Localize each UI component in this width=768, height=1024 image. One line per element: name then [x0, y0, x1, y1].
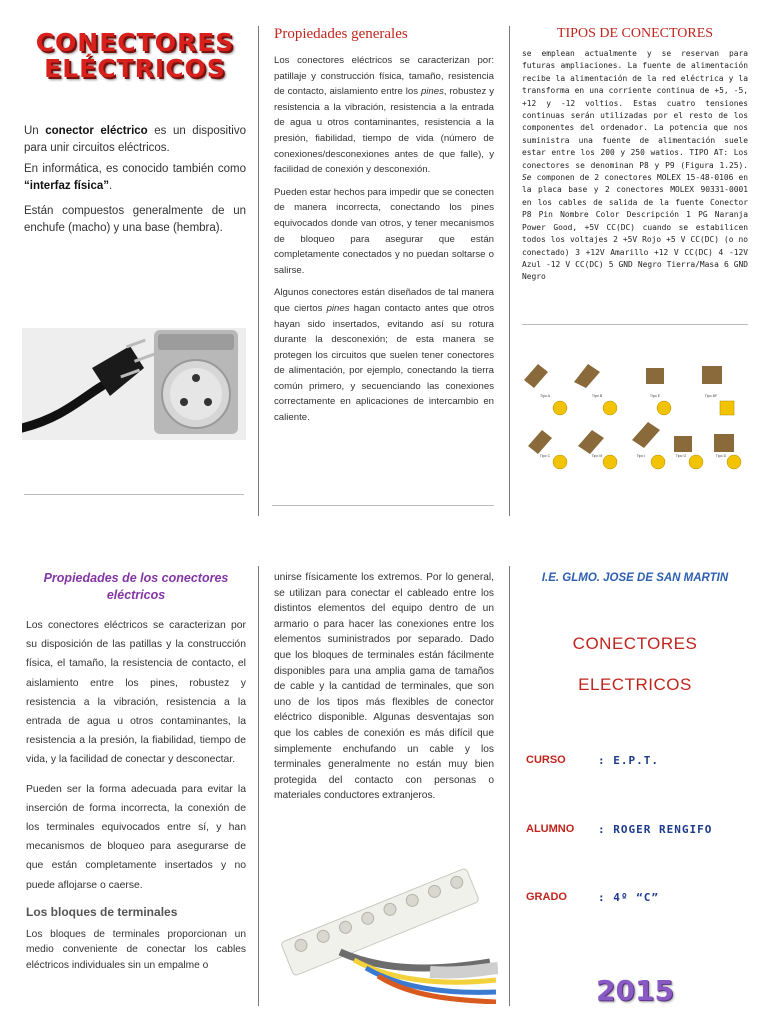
plug-types-image [514, 350, 750, 476]
terminal-blocks-paragraph: Los bloques de terminales proporcionan un medio conveniente de conectar los cables eléctricos individuales sin un empalme o [26, 928, 246, 972]
prevention-paragraph: Pueden estar hechos para impedir que se conecten de manera incorrecta, conectando los pines equivocados donde van otros, y tener mecanismos de bloqueo para asegurar que están completamente conectados y no puedan soltarse o salirse. [274, 186, 494, 276]
plug-type-label: Tipo A [539, 394, 551, 398]
panel-heading: TIPOS DE CONECTORES [556, 26, 714, 41]
subheading: Los bloques de terminales [26, 904, 178, 919]
plug-socket-image [22, 328, 246, 440]
grade-label: GRADO [526, 891, 567, 903]
composition-paragraph: Están compuestos generalmente de un enchufe (macho) y una base (hembra). [24, 205, 246, 234]
panel-connector-types [522, 26, 748, 284]
cover-title-line: ELECTRICOS [578, 675, 692, 694]
plug-type-label: Tipo B [591, 394, 603, 398]
column-divider [509, 26, 510, 516]
school-name: I.E. GLMO. JOSE DE SAN MARTIN [541, 572, 729, 584]
student-value: : ROGER RENGIFO [598, 823, 713, 836]
panel-divider [272, 505, 494, 506]
course-value: : E.P.T. [598, 754, 659, 767]
terminal-blocks-continued: unirse físicamente los extremos. Por lo general, se utilizan para conectar el cableado entre los distintos elementos del equipo dentro de un armario o para hacer las conexiones entre los elementos suministrados por separado. Dado que los bloques de terminales están fácilmente disponibles para una amplia gama de tamaños de cable y la cantidad de terminales, que son uno de los tipos más flexibles de conector eléctrico disponible. Algunas desventajas son que los cables de conexión es más difícil que simplemente enchufando un cable y los terminales generalmente no están muy bien protegida del contacto con personas o materiales conductores extranjeros. [274, 572, 494, 802]
plug-type-label: Tipo C [539, 454, 551, 458]
column-divider [258, 566, 259, 1006]
prevention-paragraph: Pueden ser la forma adecuada para evitar la inserción de forma incorrecta, la conexión de los terminales equivocados entre sí, y han mecanismos de bloqueo para asegurarse de que están completamente insertados y no puede aflojarse o caerse. [26, 783, 246, 891]
panel-cover [512, 566, 758, 1006]
panel-heading: Propiedades de los conectores eléctricos [43, 571, 229, 602]
grade-value: : 4º “C” [598, 891, 659, 904]
panel-general-properties [274, 26, 494, 433]
title-line: ELÉCTRICOS [44, 54, 226, 83]
panel-intro [24, 28, 246, 245]
properties-paragraph: Los conectores eléctricos se caracterizan por: patillaje y construcción física, tamaño, resistencia de contacto, aislamiento entre los pines, robustez y resistencia a la vibración, resistencia a la entrada de agua u otros contaminantes, resistencia a la presión, fiabilidad, tiempo de vida (número de conexiones/desconexiones antes de que falle), y facilidad de conexión y desconexión. [274, 55, 495, 176]
terminal-block-image [270, 852, 498, 1004]
informatics-paragraph: En informática, es conocido también como “interfaz física”. [24, 163, 246, 192]
plug-type-label: Tipo BF [704, 394, 718, 398]
column-divider [258, 26, 259, 516]
title-line: CONECTORES [35, 28, 235, 57]
plug-type-label: Tipo M [591, 454, 603, 458]
plug-type-label: Tipo G [675, 454, 687, 458]
wordart-title [24, 30, 246, 81]
plug-type-label: Tipo I [636, 454, 646, 458]
student-label: ALUMNO [526, 823, 575, 835]
panel-divider [522, 324, 748, 325]
plug-type-label: Tipo D [715, 454, 727, 458]
panel-connector-properties [26, 570, 246, 974]
course-label: CURSO [526, 754, 566, 766]
sequencing-paragraph: Algunos conectores están diseñados de tal manera que ciertos pines hagan contacto antes que otros hayan sido insertados, evitando así su rotura durante la desconexión; de esta manera se protegen los circuitos que suelen tener conectores de alimentación, por ejemplo, conectando la tierra común primero, y secuenciando las conexiones correctamente en aplicaciones de intercambio en caliente. [274, 287, 494, 424]
power-supply-text: se emplean actualmente y se reservan para futuras ampliaciones. La fuente de alimentación recibe la alimentación de la red eléctrica y la transforma en una corriente continua de +5, -5, +12 y -12 voltios. Estas cuatro tensiones continuas serán utilizadas por el resto de los componentes del ordenador. La potencia que nos suministra una fuente de alimentación suele estar entre los 200 y 250 watios. TIPO AT: Los conectores se denominan P8 y P9 (Figura 1.25). Se componen de 2 conectores MOLEX 15-48-0106 en la placa base y 2 conectores MOLEX 90331-0001 en los cables de salida de la fuente Conector P8 Pin Nombre Color Descripción 1 PG Naranja Power Good, +5V CC(DC) cuando se estabilicen todos los voltajes 2 +5V Rojo +5 V CC(DC) (o no conectado) 3 +12V Amarillo +12 V CC(DC) 4 -12V Azul -12 V CC(DC) 5 GND Negro Tierra/Masa 6 GND Negro [522, 49, 748, 282]
panel-divider [24, 494, 244, 495]
properties-paragraph: Los conectores eléctricos se caracterizan por su disposición de las patillas y la construcción física, el tamaño, la resistencia de contacto, el aislamiento entre los pines, robustez y resistencia a la vibración, resistencia a la entrada de agua u otros contaminantes, la resistencia a la presión, la fiabilidad, tiempo de vida, y la facilidad de conectar y desconectar. [26, 620, 246, 766]
cover-title-line: CONECTORES [572, 634, 698, 653]
column-divider [509, 566, 510, 1006]
year: 2015 [596, 974, 674, 1007]
panel-terminal-blocks [274, 570, 494, 804]
plug-type-label: Tipo E [649, 394, 661, 398]
panel-heading: Propiedades generales [274, 26, 408, 42]
definition-paragraph: Un conector eléctrico es un dispositivo para unir circuitos eléctricos. [24, 125, 246, 154]
